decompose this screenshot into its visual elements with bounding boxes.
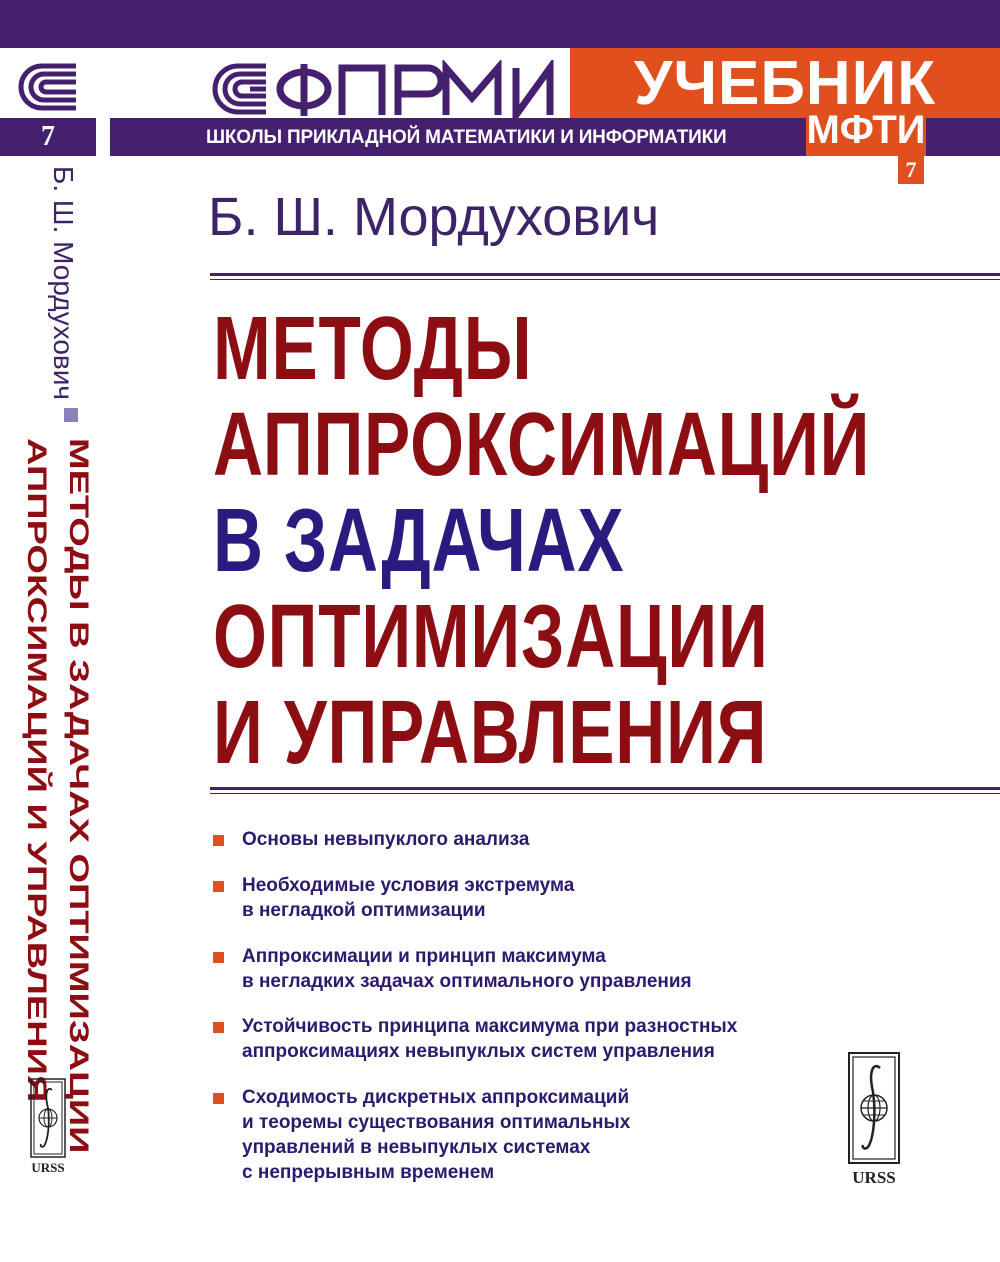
spine-separator: [64, 408, 78, 422]
sfpmi-logo-icon: [210, 60, 560, 118]
spine-title-line-2: АППРОКСИМАЦИЙ И УПРАВЛЕНИЯ: [21, 438, 51, 1103]
spine-sfpmi-logo-icon: [14, 58, 84, 116]
topic-bullet: [213, 952, 224, 963]
topic-bullet: [213, 1093, 224, 1104]
volume-number: 7: [905, 157, 917, 182]
topic-4-line-1: Устойчивость принципа максимума при разностных: [242, 1016, 738, 1037]
author-name: Б. Ш. Мордухович: [208, 187, 660, 247]
uchebnik-label: УЧЕБНИК: [633, 49, 937, 118]
spine-divider: [96, 48, 110, 1262]
mfti-label: МФТИ: [806, 108, 926, 152]
spine-publisher-label: URSS: [31, 1160, 65, 1175]
topic-bullet: [213, 1022, 224, 1033]
topic-2-line-2: в негладкой оптимизации: [242, 900, 486, 921]
title-line-2: АППРОКСИМАЦИЙ: [213, 395, 871, 495]
topic-5-line-4: с непрерывным временем: [242, 1162, 495, 1183]
title-line-4: ОПТИМИЗАЦИИ: [213, 587, 769, 687]
title-line-3: В ЗАДАЧАХ: [213, 491, 625, 591]
topic-5-line-3: управлений в невыпуклых системах: [242, 1137, 591, 1158]
publisher-label: URSS: [852, 1168, 896, 1187]
topic-2-line-1: Необходимые условия экстремума: [242, 875, 575, 896]
series-title: ШКОЛЫ ПРИКЛАДНОЙ МАТЕМАТИКИ И ИНФОРМАТИКИ: [206, 127, 727, 148]
topic-bullet: [213, 881, 224, 892]
topic-5-line-2: и теоремы существования оптимальных: [242, 1112, 631, 1133]
topic-5-line-1: Сходимость дискретных аппроксимаций: [242, 1087, 630, 1108]
divider-top: [210, 273, 1000, 276]
spine-urss-emblem-icon: [30, 1078, 66, 1158]
urss-integral-globe-icon: [848, 1052, 900, 1164]
topic-3-line-2: в негладких задачах оптимального управления: [242, 971, 692, 992]
title-line-1: МЕТОДЫ: [213, 299, 533, 399]
topic-1-line-1: Основы невыпуклого анализа: [242, 829, 530, 850]
divider-top-thin: [210, 279, 1000, 280]
divider-bottom-thin: [210, 793, 1000, 794]
divider-bottom: [210, 787, 1000, 790]
topic-3-line-1: Аппроксимации и принцип максимума: [242, 946, 606, 967]
topic-4-line-2: аппроксимациях невыпуклых систем управления: [242, 1041, 715, 1062]
topic-bullet: [213, 835, 224, 846]
spine-author: Б. Ш. Мордухович: [48, 166, 79, 400]
top-band: [0, 0, 1000, 48]
spine-title-line-1: МЕТОДЫ В ЗАДАЧАХ ОПТИМИЗАЦИИ: [63, 438, 93, 1154]
spine-volume-number: 7: [41, 121, 55, 152]
title-line-5: И УПРАВЛЕНИЯ: [213, 683, 768, 783]
